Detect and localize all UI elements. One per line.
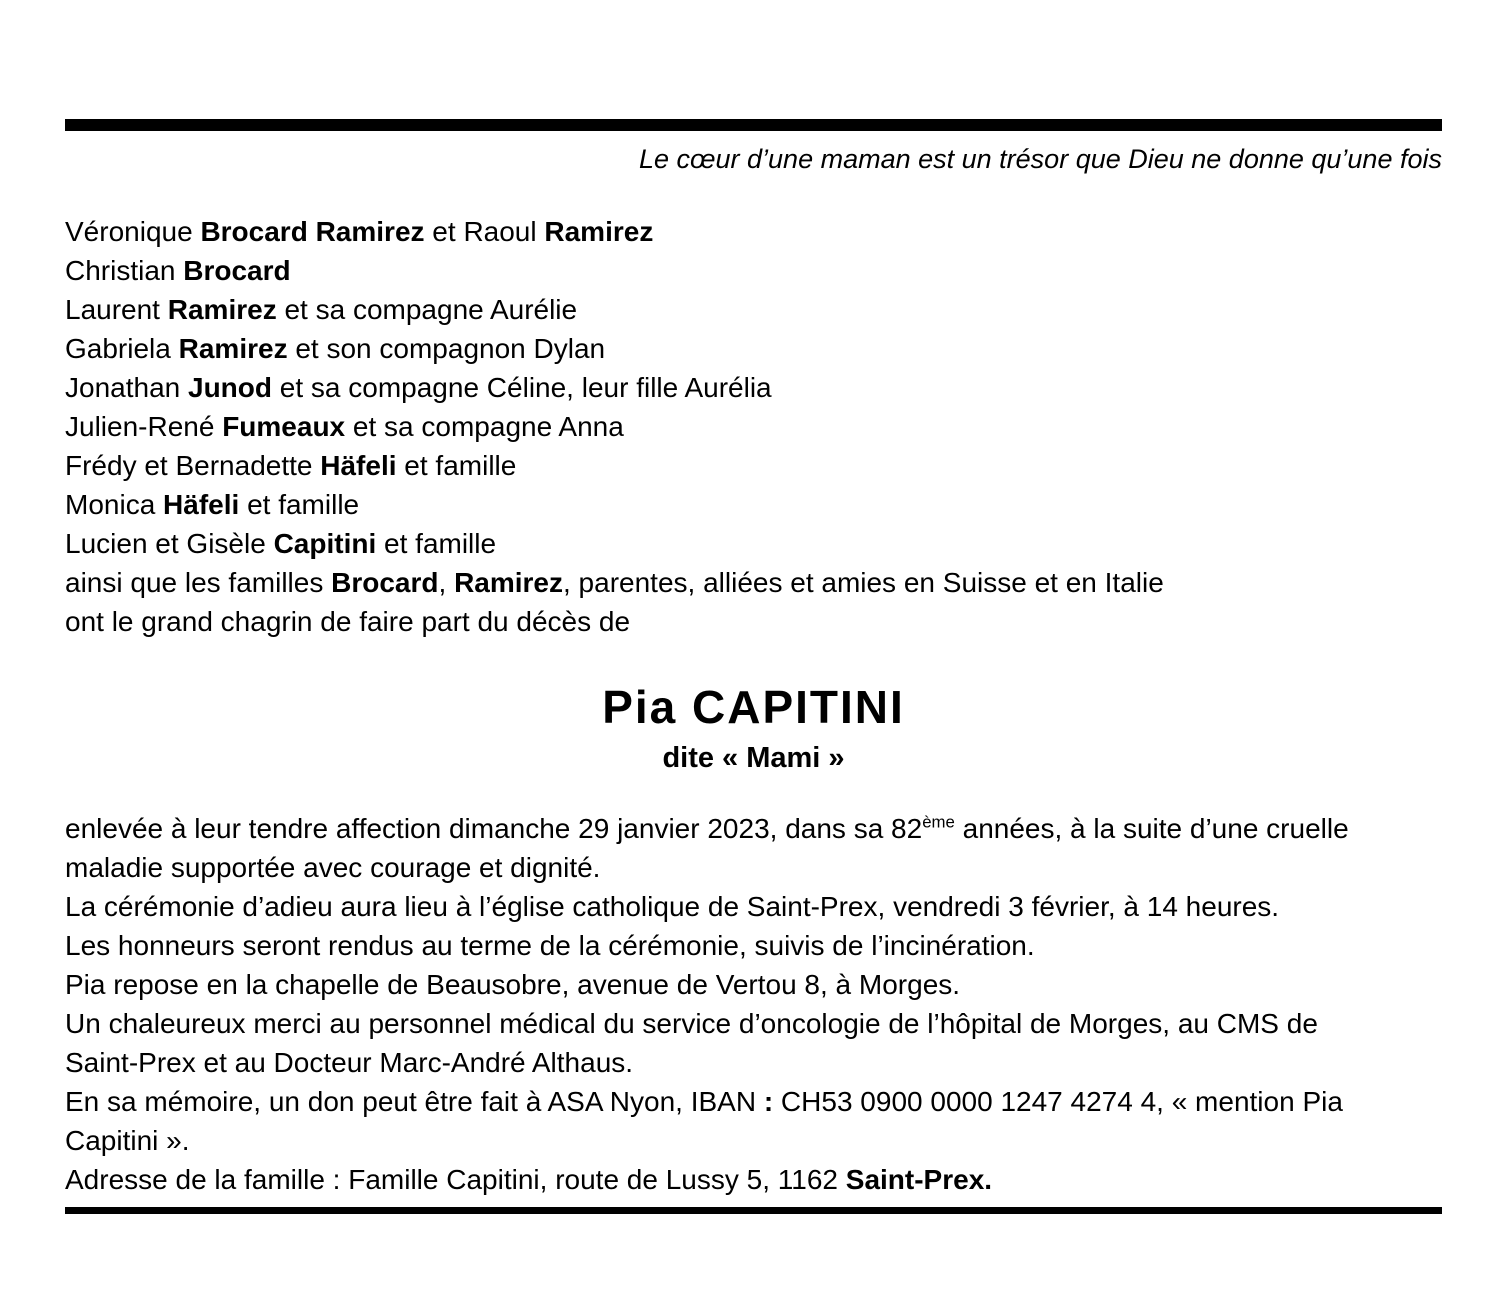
top-rule (65, 119, 1442, 131)
notice-line (65, 1082, 1442, 1121)
notice-line (65, 1043, 1442, 1082)
bold-text-segment: Brocard (331, 567, 439, 598)
text-segment: Frédy et Bernadette (65, 450, 321, 481)
text-segment: Véronique (65, 216, 201, 247)
text-segment: et famille (239, 489, 360, 520)
text-segment: et Raoul (424, 216, 545, 247)
notice-line (65, 446, 1442, 485)
bold-text-segment: Brocard (183, 255, 291, 286)
deceased-name: Pia CAPITINI (602, 681, 905, 733)
text-segment: enlevée à leur tendre affection dimanche 29 janvier 2023, dans sa 82 (65, 813, 923, 844)
text-segment: Christian (65, 255, 184, 286)
text-segment: Un chaleureux merci au personnel médical du service d’oncologie de l’hôpital de Morges, au CMS de (65, 1008, 1318, 1039)
notice-line (65, 809, 1442, 848)
bold-text-segment: Junod (188, 372, 272, 403)
notice-line (65, 848, 1442, 887)
text-segment: Julien-René (65, 411, 223, 442)
text-segment: et son compagnon Dylan (287, 333, 606, 364)
text-segment: Adresse de la famille : Famille Capitini, route de Lussy 5, 1162 (65, 1164, 846, 1195)
text-segment: Lucien et Gisèle (65, 528, 274, 559)
notice-line (65, 926, 1442, 965)
text-segment: Jonathan (65, 372, 188, 403)
bold-text-segment: Ramirez (544, 216, 654, 247)
text-segment: Monica (65, 489, 164, 520)
text-segment: et famille (376, 528, 497, 559)
notice-line (65, 1160, 1442, 1199)
text-segment: ainsi que les familles (65, 567, 332, 598)
notice-line (65, 1121, 1442, 1160)
notice-line (65, 212, 1442, 251)
text-segment: et sa compagne Anna (345, 411, 624, 442)
text-segment: Saint-Prex et au Docteur Marc-André Althaus. (65, 1047, 634, 1078)
bold-text-segment: Häfeli (163, 489, 240, 520)
bold-text-segment: Saint-Prex. (845, 1164, 993, 1195)
text-segment: La cérémonie d’adieu aura lieu à l’église catholique de Saint-Prex, vendredi 3 février, à 14 heures. (65, 891, 1280, 922)
notice-line (65, 563, 1442, 602)
text-segment: et famille (396, 450, 517, 481)
text-segment: et sa compagne Aurélie (276, 294, 578, 325)
text-segment: , parentes, alliées et amies en Suisse et en Italie (563, 567, 1164, 598)
notice-line (65, 407, 1442, 446)
notice-line (65, 524, 1442, 563)
notice-content (65, 119, 1442, 1214)
text-segment: En sa mémoire, un don peut être fait à ASA Nyon, IBAN (65, 1086, 764, 1117)
notice-line (65, 965, 1442, 1004)
text-segment: ont le grand chagrin de faire part du décès de (65, 606, 631, 637)
bold-text-segment: Ramirez (454, 567, 563, 598)
deceased-alias: dite « Mami » (662, 742, 845, 774)
text-segment: Les honneurs seront rendus au terme de la cérémonie, suivis de l’incinération. (65, 930, 1035, 961)
bold-text-segment: : (763, 1086, 774, 1117)
text-segment: maladie supportée avec courage et dignité. (65, 852, 601, 883)
text-segment: Pia repose en la chapelle de Beausobre, avenue de Vertou 8, à Morges. (65, 969, 961, 1000)
bold-text-segment: Häfeli (320, 450, 397, 481)
text-segment: ème (922, 812, 955, 832)
notice-body (65, 809, 1442, 1199)
text-segment: Capitini ». (65, 1125, 190, 1156)
bold-text-segment: Brocard Ramirez (200, 216, 425, 247)
notice-line (65, 1004, 1442, 1043)
notice-line (65, 251, 1442, 290)
text-segment: Laurent (65, 294, 168, 325)
notice-line (65, 290, 1442, 329)
bottom-rule (65, 1207, 1442, 1214)
bold-text-segment: Ramirez (167, 294, 277, 325)
notice-line (65, 368, 1442, 407)
notice-line (65, 887, 1442, 926)
notice-line (65, 329, 1442, 368)
text-segment: et sa compagne Céline, leur fille Aurélia (272, 372, 772, 403)
notice-line (65, 485, 1442, 524)
text-segment: , (438, 567, 455, 598)
bold-text-segment: Capitini (273, 528, 377, 559)
bold-text-segment: Ramirez (178, 333, 288, 364)
text-segment: CH53 0900 0000 1247 4274 4, « mention Pia (773, 1086, 1343, 1117)
text-segment: années, à la suite d’une cruelle (954, 813, 1349, 844)
notice-line (65, 602, 1442, 641)
family-announcement-list (65, 212, 1442, 641)
epigraph-quote: Le cœur d’une maman est un trésor que Dieu ne donne qu’une fois (639, 144, 1442, 174)
text-segment: Gabriela (65, 333, 179, 364)
bold-text-segment: Fumeaux (222, 411, 346, 442)
